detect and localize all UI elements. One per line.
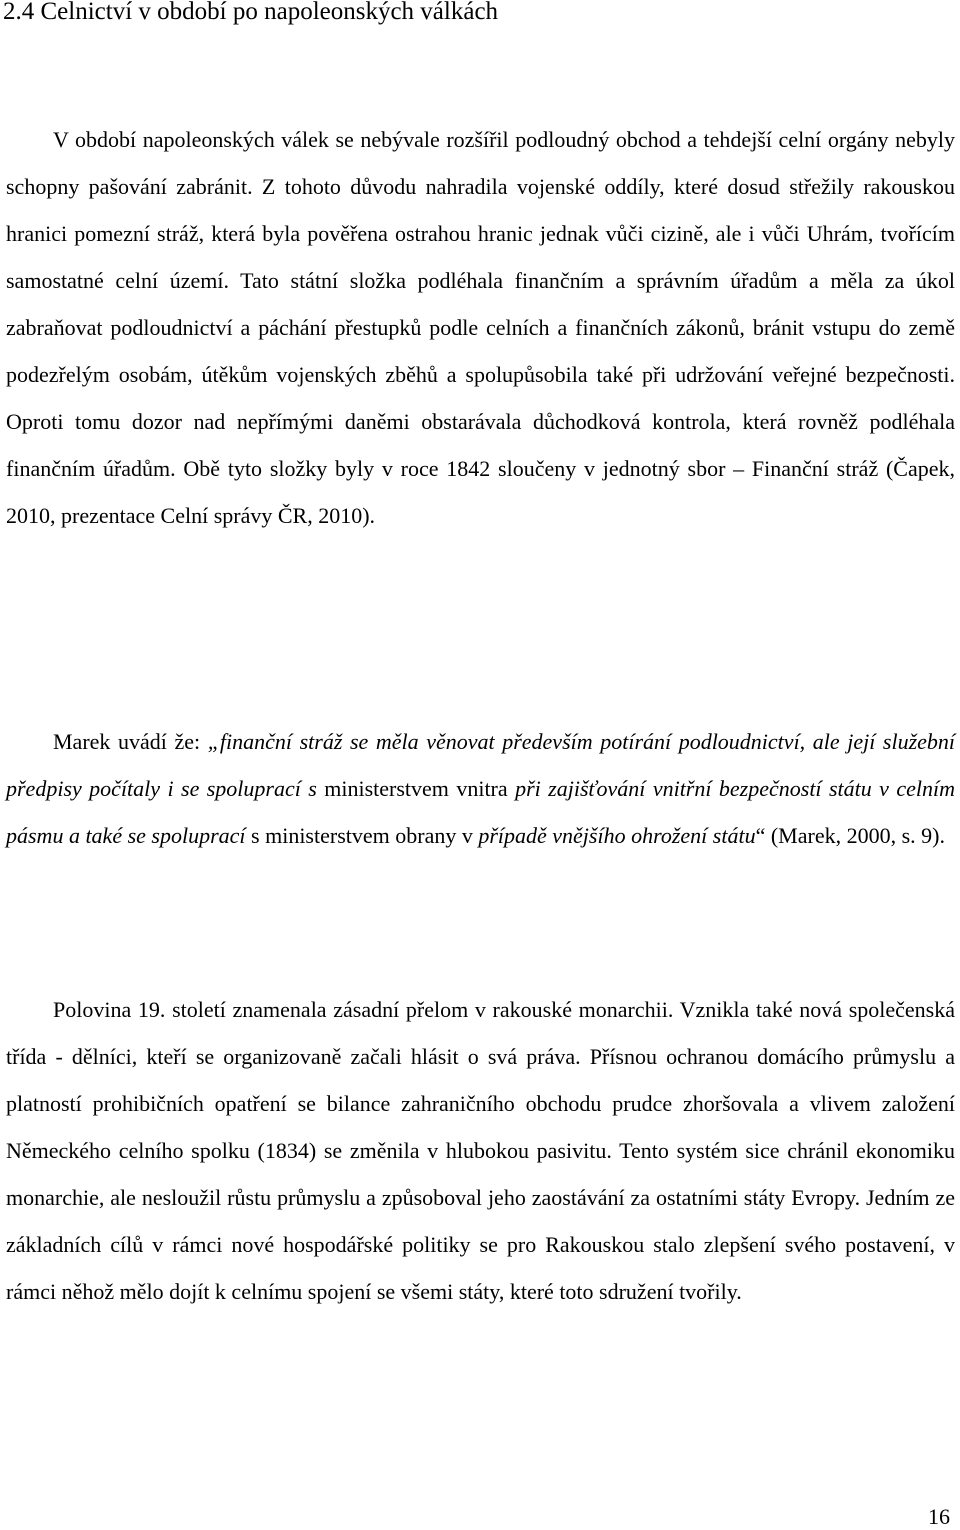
section-heading: 2.4 Celnictví v období po napoleonských válkách xyxy=(3,0,499,25)
quote-citation: “ (Marek, 2000, s. 9). xyxy=(755,823,945,848)
paragraph-text: Polovina 19. století znamenala zásadní přelom v rakouské monarchii. Vznikla také nová společenská třída - dělníci, kteří se organizovaně začali hlásit o svá práva. Přísnou ochranou domácího průmyslu a platností prohibičních opatření se bilance zahraničního obchodu prudce zhoršovala a vlivem založení Německého celního spolku (1834) se změnila v hlubokou pasivitu. Tento systém sice chránil ekonomiku monarchie, ale nesloužil růstu průmyslu a způsoboval jeho zaostávání za ostatními státy Evropy. Jedním ze základních cílů v rámci nové hospodářské politiky se pro Rakouskou stalo zlepšení svého postavení, v rámci něhož mělo dojít k celnímu spojení se všemi státy, které toto sdružení tvořily. xyxy=(6,997,955,1304)
paragraph-1 xyxy=(6,116,955,539)
paragraph-2-quote xyxy=(6,718,955,859)
quote-roman-2: s ministerstvem obrany v xyxy=(251,823,479,848)
quote-text-1: „finanční stráž se měla věnovat především potírání podloudnictví, ale její služební předpisy počítaly i se spoluprací s xyxy=(6,729,956,801)
page-number: 16 xyxy=(928,1504,950,1529)
paragraph-3 xyxy=(6,986,955,1315)
paragraph-text: V období napoleonských válek se nebývale rozšířil podloudný obchod a tehdejší celní orgány nebyly schopny pašování zabránit. Z tohoto důvodu nahradila vojenské oddíly, které dosud střežily rakouskou hranici pomezní stráž, která byla pověřena ostrahou hranic jednak vůči cizině, ale i vůči Uhrám, tvořícím samostatné celní území. Tato státní složka podléhala finančním a správním úřadům a měla za úkol zabraňovat podloudnictví a páchání přestupků podle celních a finančních zákonů, bránit vstupu do země podezřelým osobám, útěkům vojenských zběhů a spolupůsobila také při udržování veřejné bezpečnosti. Oproti tomu dozor nad nepřímými daněmi obstarávala důchodková kontrola, která rovněž podléhala finančním úřadům. Obě tyto složky byly v roce 1842 sloučeny v jednotný sbor – Finanční stráž (Čapek, 2010, prezentace Celní správy ČR, 2010). xyxy=(6,127,955,528)
quote-text-2: při zajišťování vnitřní bezpečností státu v celním pásmu a také se spoluprací xyxy=(6,776,955,848)
quote-intro: Marek uvádí že: xyxy=(53,729,208,754)
quote-text-3: případě vnějšího ohrožení státu xyxy=(478,823,756,848)
quote-roman-1: ministerstvem vnitra xyxy=(324,776,516,801)
